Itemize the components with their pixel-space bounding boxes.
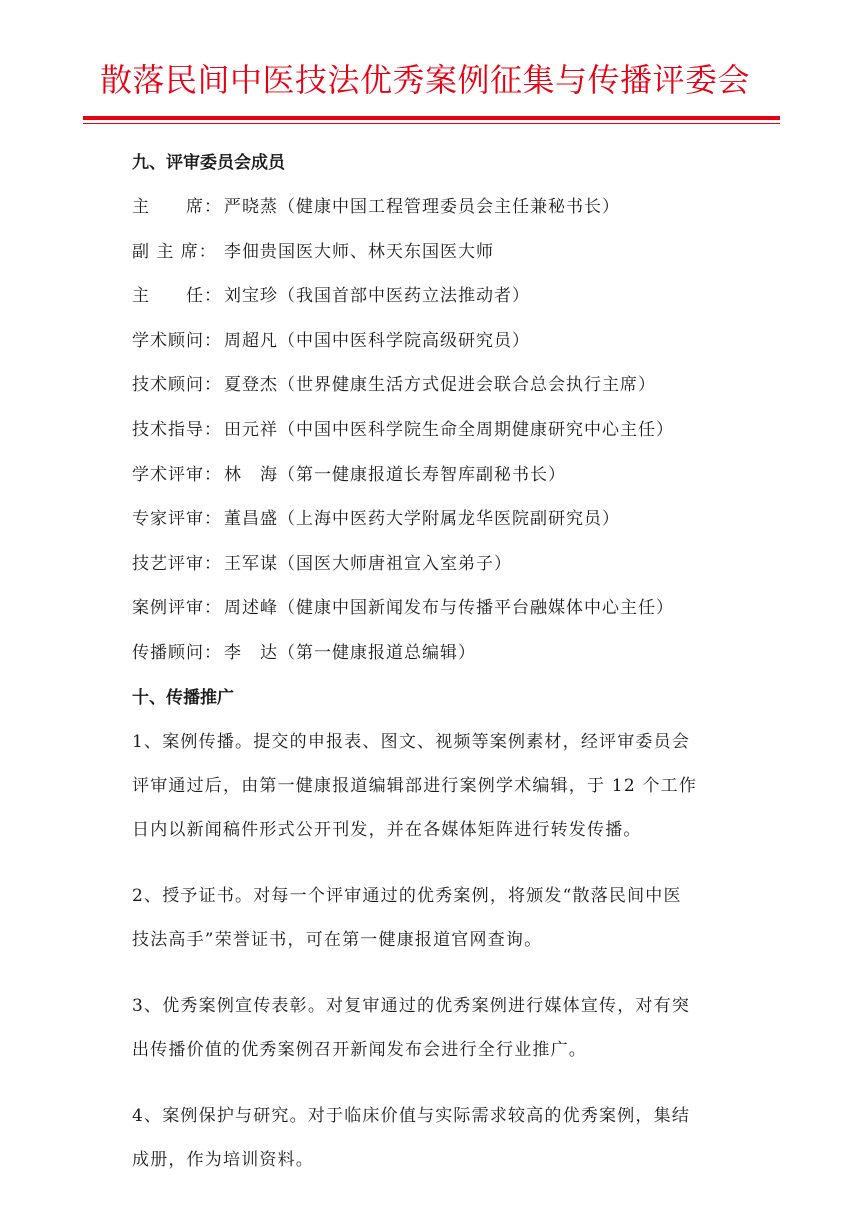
document-body (132, 152, 732, 1215)
paragraph-line: 出传播价值的优秀案例召开新闻发布会进行全行业推广。 (132, 1039, 587, 1060)
member-row (132, 241, 732, 286)
member-detail: 刘宝珍（我国首部中医药立法推动者） (224, 286, 530, 307)
member-detail: 田元祥（中国中医科学院生命全周期健康研究中心主任） (224, 419, 674, 440)
member-row (132, 464, 732, 509)
member-role: 传播顾问： (132, 642, 222, 663)
member-detail: 严晓蒸（健康中国工程管理委员会主任兼秘书长） (224, 197, 620, 217)
section-heading-promotion: 十、传播推广 (132, 687, 234, 708)
member-detail: 董昌盛（上海中医药大学附属龙华医院副研究员） (224, 509, 620, 530)
header-rule-thin (83, 123, 780, 124)
member-role: 技术指导： (132, 419, 222, 440)
section-heading-committee: 九、评审委员会成员 (132, 153, 285, 173)
header-rule-thick (83, 116, 780, 120)
member-row (132, 330, 732, 375)
paragraph-line: 2、授予证书。对每一个评审通过的优秀案例，将颁发“散落民间中医 (132, 885, 682, 906)
member-row (132, 597, 732, 642)
paragraph-case-promotion (132, 731, 732, 863)
member-role: 主 任： (132, 286, 222, 307)
member-role: 学术评审： (132, 464, 222, 485)
member-detail: 王军谋（国医大师唐祖宣入室弟子） (224, 553, 512, 574)
paragraph-line: 成册，作为培训资料。 (132, 1149, 314, 1170)
member-row (132, 553, 732, 598)
member-row (132, 419, 732, 464)
member-row (132, 508, 732, 553)
member-row (132, 642, 732, 687)
member-row (132, 374, 732, 419)
document-title: 散落民间中医技法优秀案例征集与传播评委会 (99, 61, 750, 99)
member-role: 主 席： (132, 197, 222, 217)
paragraph-line: 3、优秀案例宣传表彰。对复审通过的优秀案例进行媒体宣传，对有突 (132, 995, 691, 1016)
member-detail: 李 达（第一健康报道总编辑） (224, 642, 476, 663)
member-role: 技艺评审： (132, 553, 222, 574)
member-role: 技术顾问： (132, 375, 222, 396)
member-role: 案例评审： (132, 598, 222, 619)
member-role: 学术顾问： (132, 330, 222, 351)
member-detail: 周述峰（健康中国新闻发布与传播平台融媒体中心主任） (224, 598, 674, 619)
member-role: 专家评审： (132, 509, 222, 530)
paragraph-line: 4、案例保护与研究。对于临床价值与实际需求较高的优秀案例，集结 (132, 1105, 691, 1126)
member-detail: 林 海（第一健康报道长寿智库副秘书长） (224, 464, 566, 485)
paragraph-line: 技法高手”荣誉证书，可在第一健康报道官网查询。 (132, 929, 543, 950)
member-detail: 李佃贵国医大师、林天东国医大师 (224, 241, 494, 262)
paragraph-line: 评审通过后，由第一健康报道编辑部进行案例学术编辑，于 12 个工作 (132, 775, 698, 796)
paragraph-line: 日内以新闻稿件形式公开刊发，并在各媒体矩阵进行转发传播。 (132, 819, 642, 840)
paragraph-line: 1、案例传播。提交的申报表、图文、视频等案例素材，经评审委员会 (132, 731, 691, 752)
member-row (132, 285, 732, 330)
member-detail: 夏登杰（世界健康生活方式促进会联合总会执行主席） (224, 375, 656, 396)
member-role: 副 主 席： (132, 241, 217, 262)
member-detail: 周超凡（中国中医科学院高级研究员） (224, 330, 530, 351)
paragraph-certificate (132, 885, 732, 973)
member-row (132, 196, 732, 241)
paragraph-commendation (132, 995, 732, 1083)
paragraph-protection-research (132, 1105, 732, 1193)
